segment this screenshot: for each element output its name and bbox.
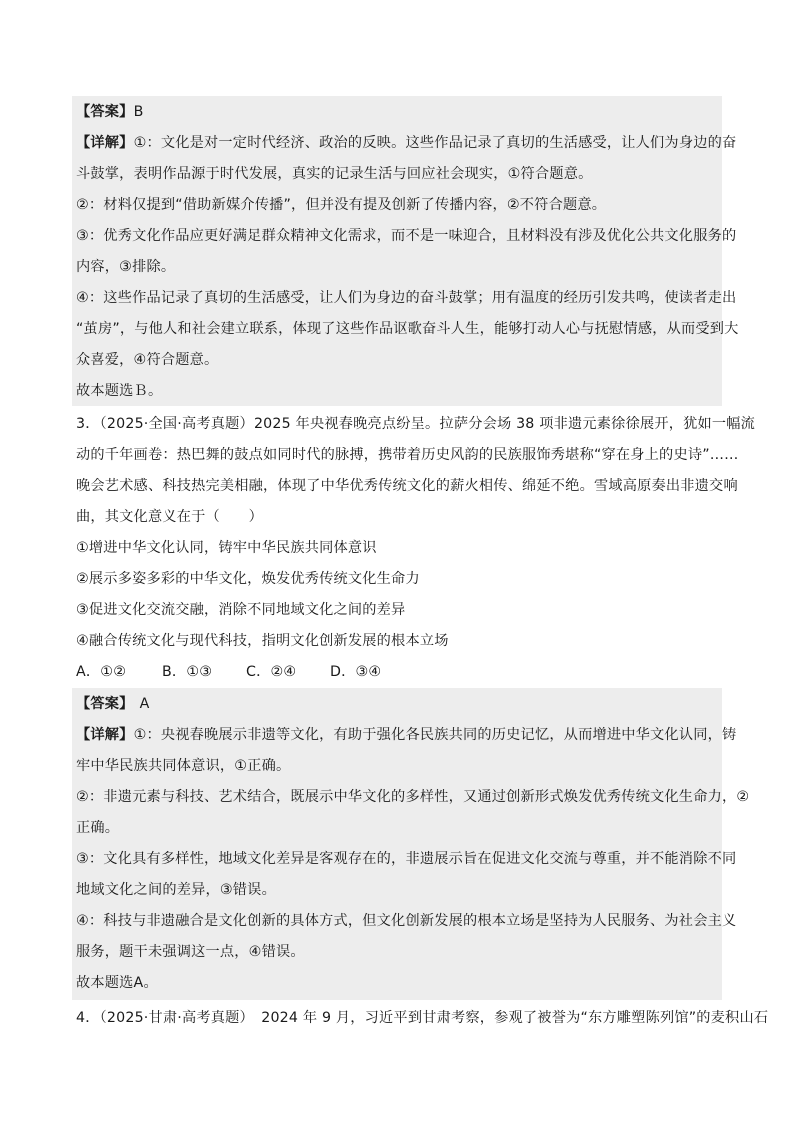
question-stem-line: 曲，其文化意义在于（ ） (76, 509, 264, 525)
detail-line: ④：这些作品记录了真切的生活感受，让人们为身边的奋斗鼓掌；用有温度的经历引发共鸣，使读者走出 (76, 290, 737, 306)
detail-text: ①：文化是对一定时代经济、政治的反映。这些作品记录了真切的生活感受，让人们为身边的奋 (133, 135, 737, 151)
answer-value: B (133, 104, 144, 120)
detail-line: ②：材料仅提到“借助新媒介传播”，但并没有提及创新了传播内容，②不符合题意。 (76, 197, 607, 213)
question-stem-line: 动的千年画卷：热巴舞的鼓点如同时代的脉搏，携带着历史风韵的民族服饰秀堪称“穿在身上的史诗”…… (76, 447, 739, 463)
detail-line: 正确。 (76, 820, 120, 836)
conclusion-line: 故本题选A。 (76, 975, 158, 991)
detail-line: 内容，③排除。 (76, 259, 176, 275)
detail-line: ③：优秀文化作品应更好满足群众精神文化需求，而不是一味迎合，且材料没有涉及优化公共文化服务的 (76, 228, 737, 244)
answer-value: A (139, 696, 150, 712)
options-row (76, 661, 722, 683)
question-stem-line: 晚会艺术感、科技热完美相融，体现了中华优秀传统文化的薪火相传、绵延不绝。雪域高原奏出非遗交响 (76, 478, 738, 494)
answer-label: 【答案】 (76, 696, 134, 712)
answer-line (76, 101, 722, 123)
detail-line: “茧房”，与他人和社会建立联系，体现了这些作品讴歌奋斗人生，能够打动人心与抚慰情感，从而受到大 (76, 321, 739, 337)
statement-item: ①增进中华文化认同，铸牢中华民族共同体意识 (76, 540, 377, 556)
option-c: C．②④ (246, 664, 297, 680)
answer-label: 【答案】 (76, 104, 134, 120)
detail-line (76, 132, 737, 154)
detail-text: ①：央视春晚展示非遗等文化，有助于强化各民族共同的历史记忆，从而增进中华文化认同，铸 (133, 727, 737, 743)
detail-label: 【详解】 (76, 727, 134, 743)
answer-line (76, 693, 722, 715)
option-d: D．③④ (330, 664, 382, 680)
detail-line: 牢中华民族共同体意识，①正确。 (76, 758, 291, 774)
detail-line: 众喜爱，④符合题意。 (76, 352, 219, 368)
statement-item: ④融合传统文化与现代科技，指明文化创新发展的根本立场 (76, 633, 449, 649)
detail-line: ③：文化具有多样性，地域文化差异是客观存在的，非遗展示旨在促进文化交流与尊重，并不能消除不同 (76, 851, 737, 867)
statement-item: ②展示多姿多彩的中华文化，焕发优秀传统文化生命力 (76, 571, 420, 587)
detail-line: ④：科技与非遗融合是文化创新的具体方式，但文化创新发展的根本立场是坚持为人民服务、为社会主义 (76, 913, 737, 929)
detail-label: 【详解】 (76, 135, 134, 151)
conclusion-line: 故本题选Ｂ。 (76, 383, 163, 399)
detail-line: ②：非遗元素与科技、艺术结合，既展示中华文化的多样性，又通过创新形式焕发优秀传统文化生命力，② (76, 789, 750, 805)
statement-item: ③促进文化交流交融，消除不同地域文化之间的差异 (76, 602, 406, 618)
detail-line: 地域文化之间的差异，③错误。 (76, 882, 276, 898)
question-stem-line: 3．（2025·全国·高考真题）2025 年央视春晚亮点纷呈。拉萨分会场 38 项非遗元素徐徐展开，犹如一幅流 (76, 416, 756, 432)
detail-line: 服务，题干未强调这一点，④错误。 (76, 944, 305, 960)
option-a: A．①② (76, 664, 127, 680)
detail-line (76, 724, 737, 746)
option-b: B．①③ (162, 664, 213, 680)
detail-line: 斗鼓掌，表明作品源于时代发展，真实的记录生活与回应社会现实，①符合题意。 (76, 166, 593, 182)
question-stem-line: 4．（2025·甘肃·高考真题） 2024 年 9 月，习近平到甘肃考察，参观了被誉为“东方雕塑陈列馆”的麦积山石 (76, 1010, 769, 1026)
